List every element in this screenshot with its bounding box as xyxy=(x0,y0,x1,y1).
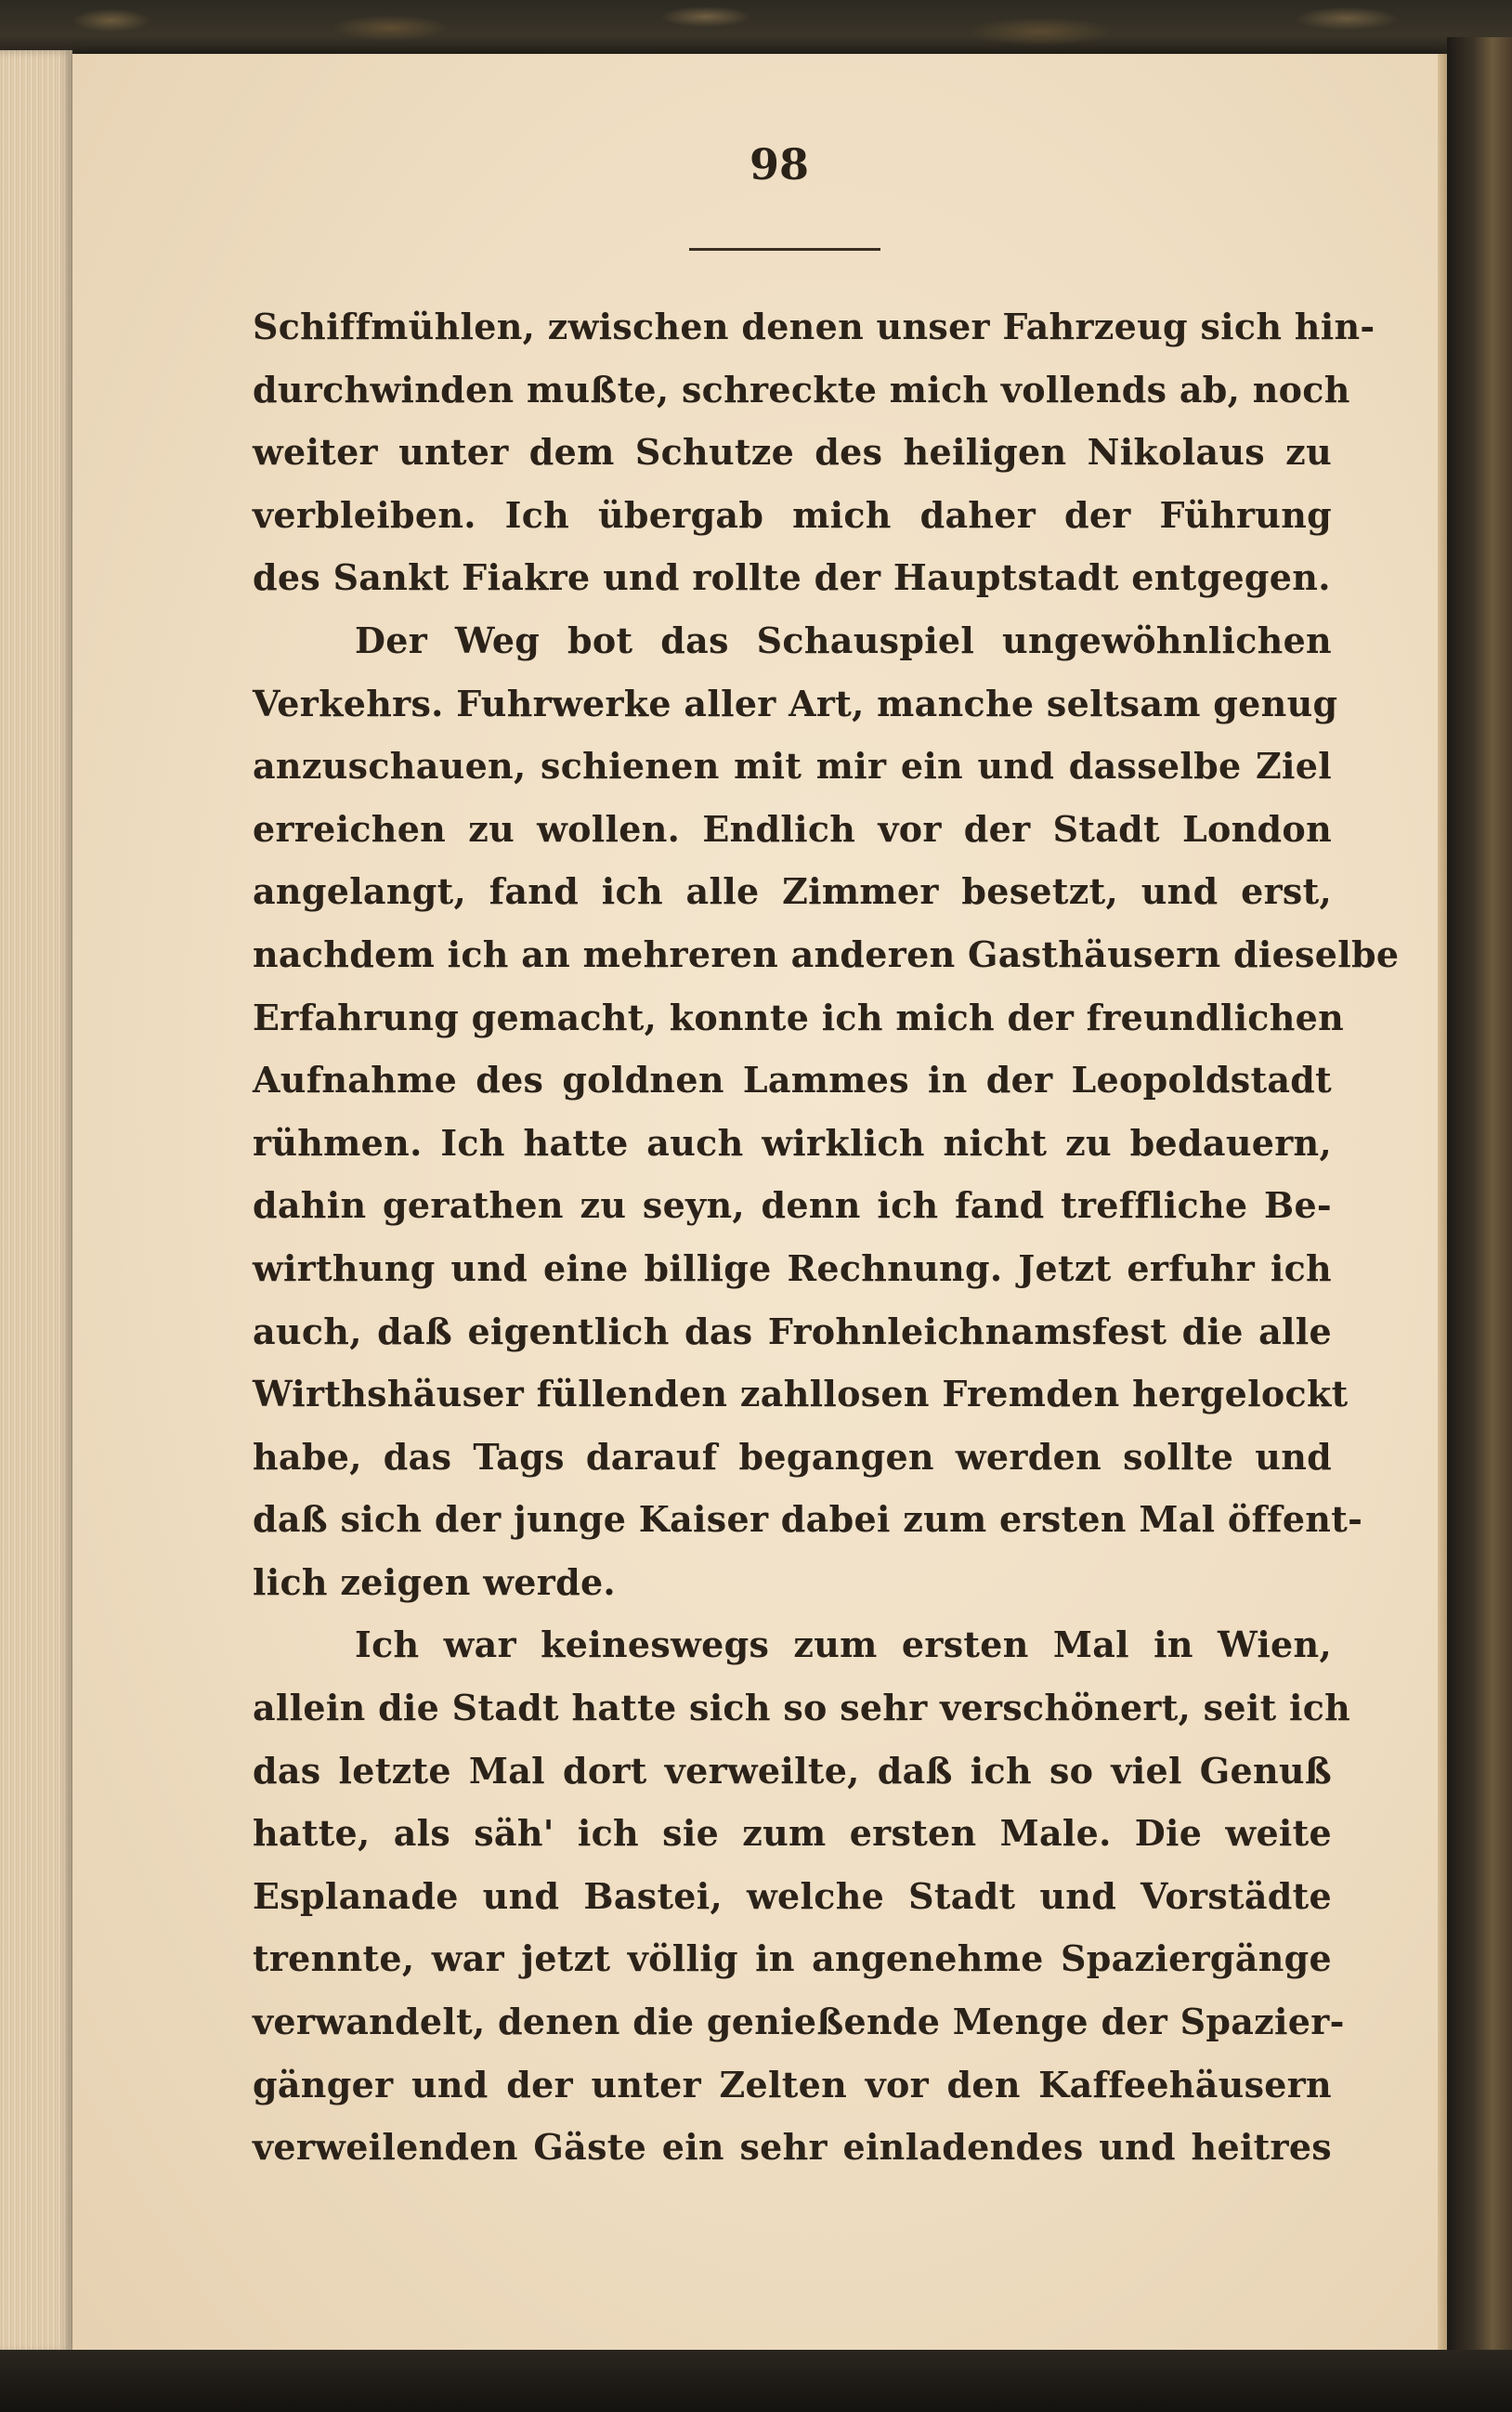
bottom-edge xyxy=(0,2350,1512,2412)
text-line: Wirthshäuser füllenden zahllosen Fremden hergelockt xyxy=(253,1373,1349,1415)
text-line: weiter unter dem Schutze des heiligen Nikolaus zu xyxy=(253,431,1332,474)
text-line: lich zeigen werde. xyxy=(253,1560,616,1603)
page-right-edge xyxy=(1438,54,1447,2350)
text-line: rühmen. Ich hatte auch wirklich nicht zu bedauern, xyxy=(253,1121,1332,1164)
page-stack-left xyxy=(0,50,72,2353)
text-line: Verkehrs. Fuhrwerke aller Art, manche seltsam genug xyxy=(253,682,1338,724)
text-line: trennte, war jetzt völlig in angenehme Spaziergänge xyxy=(253,1937,1332,1980)
page-number: 98 xyxy=(749,139,809,189)
text-line: angelangt, fand ich alle Zimmer besetzt, und erst, xyxy=(253,870,1332,913)
header-rule xyxy=(689,248,880,251)
text-line: nachdem ich an mehreren anderen Gasthäusern dieselbe xyxy=(253,932,1400,975)
text-line: Erfahrung gemacht, konnte ich mich der freundlichen xyxy=(253,996,1345,1038)
text-line: Schiffmühlen, zwischen denen unser Fahrzeug sich hin- xyxy=(253,306,1375,347)
text-line: dahin gerathen zu seyn, denn ich fand treffliche Be- xyxy=(253,1184,1332,1227)
text-line: gänger und der unter Zelten vor den Kaffeehäusern xyxy=(253,2063,1332,2106)
text-line: habe, das Tags darauf begangen werden sollte und xyxy=(253,1435,1332,1478)
text-line: hatte, als säh' ich sie zum ersten Male. Die weite xyxy=(253,1812,1332,1855)
text-line: allein die Stadt hatte sich so sehr verschönert, seit ich xyxy=(253,1687,1351,1729)
text-line: auch, daß eigentlich das Frohnleichnamsfest die alle xyxy=(253,1310,1332,1352)
text-line: Ich war keineswegs zum ersten Mal in Wien, xyxy=(355,1623,1332,1666)
cover-right-edge xyxy=(1447,37,1512,2396)
text-line: des Sankt Fiakre und rollte der Hauptstadt entgegen. xyxy=(253,556,1331,599)
marbled-cover-top xyxy=(0,0,1512,59)
text-line: das letzte Mal dort verweilte, daß ich so viel Genuß xyxy=(253,1749,1332,1792)
text-line: wirthung und eine billige Rechnung. Jetzt erfuhr ich xyxy=(253,1246,1332,1289)
text-line: daß sich der junge Kaiser dabei zum ersten Mal öffent- xyxy=(253,1498,1363,1541)
text-line: Esplanade und Bastei, welche Stadt und Vorstädte xyxy=(253,1874,1332,1917)
text-line: erreichen zu wollen. Endlich vor der Stadt London xyxy=(253,807,1332,850)
text-line: anzuschauen, schienen mit mir ein und dasselbe Ziel xyxy=(253,745,1332,788)
body-text xyxy=(253,295,1400,2179)
text-line: verwandelt, denen die genießende Menge der Spazier- xyxy=(253,2001,1345,2043)
text-line: Der Weg bot das Schauspiel ungewöhnlichen xyxy=(355,619,1332,661)
text-line: verbleiben. Ich übergab mich daher der Führung xyxy=(253,493,1332,536)
text-line: durchwinden mußte, schreckte mich vollends ab, noch xyxy=(253,368,1350,411)
text-line: Aufnahme des goldnen Lammes in der Leopoldstadt xyxy=(253,1059,1332,1102)
text-line: verweilenden Gäste ein sehr einladendes und heitres xyxy=(253,2126,1332,2169)
